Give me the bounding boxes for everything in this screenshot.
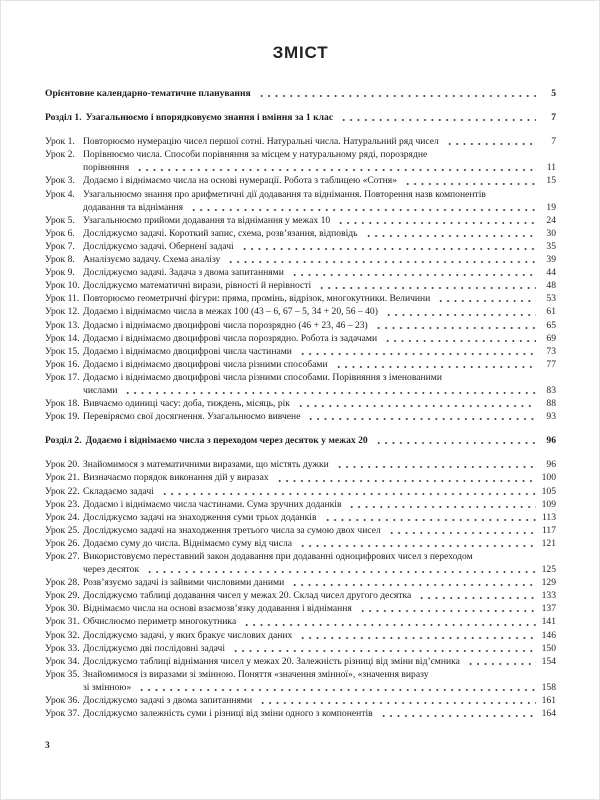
toc-lesson-entry xyxy=(45,319,556,332)
entry-page-number: 93 xyxy=(546,411,556,423)
entry-page-number: 158 xyxy=(541,681,556,693)
entry-body xyxy=(83,148,556,174)
entry-body xyxy=(83,410,556,423)
entry-body xyxy=(83,345,556,358)
entry-page-number: 19 xyxy=(546,201,556,213)
entry-title-line: Повторюємо геометричні фігури: пряма, промінь, відрізок, многокутники. Величини xyxy=(83,293,431,305)
entry-page-number: 5 xyxy=(551,88,556,99)
entry-page-number: 154 xyxy=(541,655,556,667)
entry-page-number: 69 xyxy=(546,332,556,344)
dotted-leader xyxy=(146,563,536,576)
entry-page-number: 150 xyxy=(541,642,556,654)
entry-body xyxy=(83,240,556,253)
entry-title-line: додавання та віднімання xyxy=(83,201,184,213)
entry-body xyxy=(83,371,556,397)
dotted-leader xyxy=(324,511,537,524)
entry-body xyxy=(83,485,556,498)
entry-title-row xyxy=(83,332,556,345)
dotted-leader xyxy=(291,266,536,279)
entry-title-line: Узагальнюємо і впорядковуємо знання і вміння за 1 клас xyxy=(85,112,334,124)
entry-title-row xyxy=(83,358,556,371)
entry-title-continuation xyxy=(83,681,556,694)
entry-page-number: 65 xyxy=(546,319,556,331)
lesson-label: Урок 34. xyxy=(45,655,80,667)
dotted-leader xyxy=(380,707,536,720)
toc-lesson-entry xyxy=(45,707,556,720)
entry-page-number: 161 xyxy=(541,695,556,707)
entry-title-row xyxy=(83,655,556,668)
lesson-label: Урок 30. xyxy=(45,603,80,615)
entry-title-continuation xyxy=(83,563,556,576)
entry-page-number: 44 xyxy=(546,267,556,279)
entry-title-row xyxy=(83,345,556,358)
entry-body xyxy=(83,550,556,576)
entry-title-line: Визначаємо порядок виконання дій у виразах xyxy=(83,472,269,484)
dotted-leader xyxy=(232,642,536,655)
entry-title-line: Досліджуємо таблиці додавання чисел у межах 20. Склад чисел другого десятка xyxy=(83,590,412,602)
entry-page-number: 35 xyxy=(546,240,556,252)
entry-title-line: зі змінною» xyxy=(83,681,132,693)
dotted-leader xyxy=(259,694,536,707)
entry-title-row xyxy=(83,214,556,227)
entry-title-line: Додаємо суму до числа. Віднімаємо суму від числа xyxy=(83,537,292,549)
dotted-leader xyxy=(336,458,536,471)
toc-lesson-entry xyxy=(45,135,556,148)
dotted-leader xyxy=(241,240,536,253)
toc-lesson-entry xyxy=(45,550,556,576)
entry-title-row xyxy=(83,227,556,240)
entry-page-number: 129 xyxy=(541,577,556,589)
lesson-label: Урок 26. xyxy=(45,537,80,549)
entry-title-line: Додаємо і віднімаємо двоцифрові числа різними способами. Порівняння з іменованими xyxy=(83,371,442,383)
entry-title-line: Порівнюємо числа. Способи порівняння за місцем у натуральному ряді, порозрядне xyxy=(83,149,428,161)
entry-title-row xyxy=(83,266,556,279)
entry-body xyxy=(83,629,556,642)
entry-page-number: 77 xyxy=(546,358,556,370)
entry-title-line: Повторюємо нумерацію чисел першої сотні. Натуральні числа. Натуральний ряд чисел xyxy=(83,136,439,148)
entry-title-row xyxy=(83,305,556,318)
toc-lesson-entry xyxy=(45,485,556,498)
entry-title-line: Досліджуємо задачі на знаходження третього числа за сумою двох чисел xyxy=(83,524,381,536)
toc-lesson-entry xyxy=(45,305,556,318)
lesson-label: Урок 13. xyxy=(45,319,80,331)
entry-page-number: 117 xyxy=(541,524,556,536)
entry-page-number: 83 xyxy=(546,384,556,396)
dotted-leader xyxy=(359,602,536,615)
entry-title-row xyxy=(83,485,556,498)
entry-page-number: 137 xyxy=(541,603,556,615)
entry-body xyxy=(83,266,556,279)
toc-lesson-entry xyxy=(45,292,556,305)
entry-title-continuation xyxy=(83,161,556,174)
lesson-label: Урок 20. xyxy=(45,459,80,471)
lesson-label: Урок 10. xyxy=(45,280,80,292)
entry-title-line: Віднімаємо числа на основі взаємозв’язку додавання і віднімання xyxy=(83,603,352,615)
dotted-leader xyxy=(136,161,536,174)
entry-body xyxy=(83,214,556,227)
dotted-leader xyxy=(243,615,536,628)
entry-title-row xyxy=(83,458,556,471)
lesson-label: Урок 5. xyxy=(45,214,75,226)
toc-lesson-entry xyxy=(45,410,556,423)
toc-lesson-entry xyxy=(45,537,556,550)
entry-body xyxy=(83,615,556,628)
entry-page-number: 125 xyxy=(541,564,556,576)
entry-title-row xyxy=(83,319,556,332)
toc-lesson-entry xyxy=(45,253,556,266)
entry-title-continuation xyxy=(83,384,556,397)
entry-title-row xyxy=(83,471,556,484)
lesson-label: Урок 33. xyxy=(45,642,80,654)
entry-title-line: Обчислюємо периметр многокутника xyxy=(83,616,237,628)
entry-title-line: Вивчаємо одиниці часу: доба, тиждень, місяць, рік xyxy=(83,398,290,410)
entry-body xyxy=(83,576,556,589)
entry-body xyxy=(83,642,556,655)
dotted-leader xyxy=(291,576,536,589)
entry-page-number: 105 xyxy=(541,485,556,497)
lesson-label: Урок 14. xyxy=(45,332,80,344)
entry-page-number: 96 xyxy=(546,435,556,447)
entry-page-number: 164 xyxy=(541,708,556,720)
entry-page-number: 15 xyxy=(546,175,556,187)
entry-page-number: 7 xyxy=(551,112,556,124)
dotted-leader xyxy=(138,681,536,694)
toc-lesson-entry xyxy=(45,371,556,397)
entry-title-line: Досліджуємо задачі. Короткий запис, схема, розв’язання, відповідь xyxy=(83,227,358,239)
toc-lesson-entry xyxy=(45,615,556,628)
entry-title-row xyxy=(45,87,556,100)
lesson-label: Урок 21. xyxy=(45,472,80,484)
entry-body xyxy=(83,511,556,524)
entry-title-line: Узагальнюємо прийоми додавання та віднімання у межах 10 xyxy=(83,214,331,226)
dotted-leader xyxy=(227,253,536,266)
toc-lesson-entry xyxy=(45,174,556,187)
entry-page-number: 109 xyxy=(541,498,556,510)
entry-title-line: Досліджуємо математичні вирази, рівності й нерівності xyxy=(83,280,312,292)
entry-title-line: Узагальнюємо знання про арифметичні дії додавання та віднімання. Повторення назв компонентів xyxy=(83,188,486,200)
toc-lesson-entry xyxy=(45,266,556,279)
entry-title-line: Знайомимося із виразами зі змінною. Поняття «значення змінної», «значення виразу xyxy=(83,668,429,680)
entry-title-row xyxy=(83,410,556,423)
entry-title-line: Досліджуємо задачі на знаходження суми трьох доданків xyxy=(83,511,317,523)
entry-title-row xyxy=(83,292,556,305)
entry-title-line: Додаємо і віднімаємо двоцифрові числа порозрядно (46 + 23, 46 – 23) xyxy=(83,319,368,331)
entry-page-number: 53 xyxy=(546,293,556,305)
entry-title-line: Додаємо і віднімаємо двоцифрові числа частинами xyxy=(83,345,292,357)
entry-title-continuation xyxy=(83,201,556,214)
lesson-label: Урок 35. xyxy=(45,668,80,680)
entry-body xyxy=(83,458,556,471)
entry-title-row xyxy=(83,498,556,511)
lesson-label: Урок 22. xyxy=(45,485,80,497)
entry-title-line: Додаємо і віднімаємо числа на основі нумерації. Робота з таблицею «Сотня» xyxy=(83,175,397,187)
entry-page-number: 30 xyxy=(546,227,556,239)
lesson-label: Урок 19. xyxy=(45,411,80,423)
dotted-leader xyxy=(385,305,536,318)
toc-lesson-entry xyxy=(45,576,556,589)
footer-page-number: 3 xyxy=(45,741,50,751)
lesson-label: Урок 32. xyxy=(45,629,80,641)
lesson-label: Урок 24. xyxy=(45,511,80,523)
entry-title-row xyxy=(83,707,556,720)
toc-lesson-entry xyxy=(45,694,556,707)
entry-title-line: Додаємо і віднімаємо числа з переходом через десяток у межах 20 xyxy=(85,435,368,447)
entry-body xyxy=(83,305,556,318)
entry-title-row xyxy=(83,174,556,187)
toc-lesson-entry xyxy=(45,345,556,358)
toc-lesson-entry xyxy=(45,498,556,511)
entry-body xyxy=(83,589,556,602)
entry-page-number: 141 xyxy=(541,616,556,628)
lesson-label: Урок 31. xyxy=(45,616,80,628)
dotted-leader xyxy=(348,498,536,511)
entry-title-line: Використовуємо переставний закон додавання при додаванні одноцифрових чисел з переходом xyxy=(83,551,473,562)
lesson-label: Урок 2. xyxy=(45,149,75,161)
lesson-label: Урок 15. xyxy=(45,345,80,357)
entry-title-row xyxy=(83,602,556,615)
entry-page-number: 88 xyxy=(546,398,556,410)
lesson-label: Урок 7. xyxy=(45,240,75,252)
entry-body xyxy=(83,498,556,511)
entry-title-line: Досліджуємо дві послідовні задачі xyxy=(83,642,226,654)
lesson-label: Урок 8. xyxy=(45,254,75,266)
entry-title-row xyxy=(83,694,556,707)
toc-chapter-entry xyxy=(45,434,556,447)
toc-lesson-entry xyxy=(45,458,556,471)
entry-page-number: 73 xyxy=(546,345,556,357)
lesson-label: Урок 27. xyxy=(45,551,80,562)
dotted-leader xyxy=(446,135,536,148)
entry-body xyxy=(83,332,556,345)
toc-lesson-entry xyxy=(45,655,556,668)
entry-title-line: порівняння xyxy=(83,162,130,174)
entry-page-number: 24 xyxy=(546,214,556,226)
dotted-leader xyxy=(375,319,536,332)
entry-title-line: Досліджуємо залежність суми і різниці від зміни одного з компонентів xyxy=(83,708,373,720)
entry-body xyxy=(83,253,556,266)
entry-body xyxy=(83,471,556,484)
dotted-leader xyxy=(258,87,536,100)
entry-body xyxy=(83,397,556,410)
entry-title-line: Досліджуємо задачі, у яких бракує числових даних xyxy=(83,629,293,641)
toc-lesson-entry xyxy=(45,358,556,371)
entry-body xyxy=(83,707,556,720)
toc-lesson-entry xyxy=(45,589,556,602)
toc-front-entry xyxy=(45,87,556,100)
toc-lesson-entry xyxy=(45,227,556,240)
lesson-label: Урок 11. xyxy=(45,293,80,305)
lesson-label: Урок 36. xyxy=(45,695,80,707)
entry-body xyxy=(83,279,556,292)
toc-lesson-entry xyxy=(45,332,556,345)
dotted-leader xyxy=(190,201,536,214)
toc-lesson-entry xyxy=(45,471,556,484)
entry-title-row xyxy=(83,511,556,524)
chapter-label: Розділ 1. xyxy=(45,112,82,124)
dotted-leader xyxy=(299,345,536,358)
entry-title-line: через десяток xyxy=(83,564,140,576)
toc-lesson-entry xyxy=(45,602,556,615)
toc-lesson-entry xyxy=(45,397,556,410)
lesson-label: Урок 29. xyxy=(45,590,80,602)
toc-lesson-entry xyxy=(45,240,556,253)
dotted-leader xyxy=(467,655,536,668)
dotted-leader xyxy=(161,485,536,498)
entry-title-line: Складаємо задачі xyxy=(83,485,154,497)
lesson-label: Урок 1. xyxy=(45,136,75,148)
entry-title-line: Додаємо і віднімаємо двоцифрові числа порозрядно. Робота із задачами xyxy=(83,332,378,344)
dotted-leader xyxy=(299,629,536,642)
entry-title-row xyxy=(83,135,556,148)
entry-title-line: Додаємо і віднімаємо числа частинами. Сума зручних доданків xyxy=(83,498,342,510)
toc-lesson-entry xyxy=(45,629,556,642)
entry-title-row xyxy=(83,642,556,655)
dotted-leader xyxy=(437,292,536,305)
dotted-leader xyxy=(388,524,536,537)
toc-lesson-entry xyxy=(45,524,556,537)
entry-title-line: Розв’язуємо задачі із зайвими числовими даними xyxy=(83,577,285,589)
dotted-leader xyxy=(307,410,536,423)
entry-title-row xyxy=(83,537,556,550)
entry-body xyxy=(83,292,556,305)
entry-body xyxy=(83,319,556,332)
entry-title-row xyxy=(83,240,556,253)
entry-title-line: Досліджуємо задачі з двома запитаннями xyxy=(83,695,253,707)
lesson-label: Урок 3. xyxy=(45,175,75,187)
toc-chapter-entry xyxy=(45,111,556,124)
toc-lesson-entry xyxy=(45,668,556,694)
lesson-label: Урок 9. xyxy=(45,267,75,279)
entry-body xyxy=(83,358,556,371)
entry-title-line: Досліджуємо задачі. Задача з двома запитаннями xyxy=(83,267,284,279)
dotted-leader xyxy=(335,358,536,371)
dotted-leader xyxy=(318,279,536,292)
toc-lesson-entry xyxy=(45,279,556,292)
dotted-leader xyxy=(365,227,536,240)
lesson-label: Урок 37. xyxy=(45,708,80,720)
lesson-label: Урок 6. xyxy=(45,227,75,239)
entry-title-line: Перевіряємо свої досягнення. Узагальнюємо вивчене xyxy=(83,411,301,423)
lesson-label: Урок 12. xyxy=(45,306,80,318)
dotted-leader xyxy=(299,537,536,550)
lesson-label: Урок 16. xyxy=(45,358,80,370)
entry-title-line: Додаємо і віднімаємо числа в межах 100 (43 – 6, 67 – 5, 34 + 20, 56 – 40) xyxy=(83,306,378,318)
entry-body xyxy=(83,524,556,537)
entry-page-number: 113 xyxy=(541,511,556,523)
entry-page-number: 96 xyxy=(546,459,556,471)
entry-title-row xyxy=(45,111,556,124)
entry-body xyxy=(83,135,556,148)
dotted-leader xyxy=(418,589,536,602)
dotted-leader xyxy=(404,174,536,187)
entry-title-line: Досліджуємо задачі. Обернені задачі xyxy=(83,240,234,252)
dotted-leader xyxy=(297,397,536,410)
entry-page-number: 7 xyxy=(551,136,556,148)
lesson-label: Урок 23. xyxy=(45,498,80,510)
chapter-label: Розділ 2. xyxy=(45,435,82,447)
entry-title-row xyxy=(83,589,556,602)
entry-body xyxy=(83,188,556,214)
toc-list xyxy=(45,87,556,720)
entry-title-row xyxy=(83,615,556,628)
dotted-leader xyxy=(340,111,536,124)
entry-body xyxy=(83,655,556,668)
entry-body xyxy=(83,668,556,694)
entry-title-row xyxy=(45,434,556,447)
lesson-label: Урок 28. xyxy=(45,577,80,589)
entry-body xyxy=(83,227,556,240)
entry-page-number: 100 xyxy=(541,472,556,484)
toc-lesson-entry xyxy=(45,214,556,227)
entry-title-line: числами xyxy=(83,384,118,396)
entry-body xyxy=(83,174,556,187)
toc-lesson-entry xyxy=(45,511,556,524)
lesson-label: Урок 4. xyxy=(45,188,75,200)
page-title: ЗМІСТ xyxy=(272,43,329,62)
entry-page-number: 11 xyxy=(546,162,556,174)
entry-body xyxy=(83,694,556,707)
toc-lesson-entry xyxy=(45,188,556,214)
entry-title-row xyxy=(83,397,556,410)
dotted-leader xyxy=(375,434,536,447)
entry-page-number: 48 xyxy=(546,280,556,292)
entry-title-row xyxy=(83,253,556,266)
entry-page-number: 146 xyxy=(541,629,556,641)
entry-title-line: Додаємо і віднімаємо двоцифрові числа різними способами xyxy=(83,358,328,370)
toc-lesson-entry xyxy=(45,642,556,655)
dotted-leader xyxy=(124,384,536,397)
entry-title-line: Аналізуємо задачу. Схема аналізу xyxy=(83,254,221,266)
entry-title-row xyxy=(83,524,556,537)
lesson-label: Урок 25. xyxy=(45,524,80,536)
entry-page-number: 133 xyxy=(541,590,556,602)
entry-title-line: Знайомимося з математичними виразами, що містять дужки xyxy=(83,459,329,471)
lesson-label: Урок 18. xyxy=(45,398,80,410)
lesson-label: Урок 17. xyxy=(45,371,80,383)
entry-title-line: Досліджуємо таблиці віднімання чисел у межах 20. Залежність різниці від зміни від’ємника xyxy=(83,655,460,667)
toc-lesson-entry xyxy=(45,148,556,174)
entry-title-row xyxy=(83,629,556,642)
dotted-leader xyxy=(337,214,536,227)
entry-page-number: 61 xyxy=(546,306,556,318)
entry-title-line: Орієнтовне календарно-тематичне планування xyxy=(45,88,251,99)
dotted-leader xyxy=(276,471,536,484)
entry-page-number: 39 xyxy=(546,254,556,266)
entry-title-row xyxy=(83,279,556,292)
entry-body xyxy=(83,602,556,615)
entry-page-number: 121 xyxy=(541,537,556,549)
entry-title-row xyxy=(83,576,556,589)
dotted-leader xyxy=(384,332,536,345)
entry-body xyxy=(83,537,556,550)
